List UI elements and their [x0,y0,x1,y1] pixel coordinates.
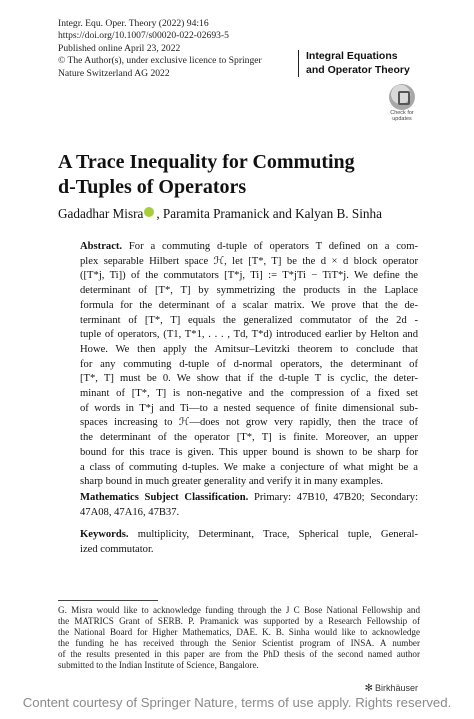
abstract-line-text: the determinant of the operator [T*, T] is finite. Moreover, an upper [80,432,418,444]
publisher-name: Birkhäuser [374,683,418,693]
footnote [58,605,420,672]
abstract-line [80,343,418,358]
abstract-line [80,372,418,387]
check-for-updates[interactable] [384,84,420,122]
footnote-line: the funding he has received through the Senior Scientist program of INSA. A number [58,638,420,649]
msc-line-1: Primary: 47B10, 47B20; Secondary: [254,492,419,503]
author-rest: , Paramita Pramanick and Kalyan B. Sinha [156,206,382,221]
abstract-line [80,314,418,329]
abstract-line [80,387,418,402]
author-list [58,206,382,222]
footnote-line: submitted to the Indian Institute of Science, Bangalore. [58,660,259,671]
paper-title [58,150,418,200]
abstract-line [80,328,418,343]
abstract-line-text: terminant of [T*, T] equals the generalized commutator of the 2d - [80,314,418,326]
keywords-label: Keywords. [80,529,129,540]
abstract-line [80,240,418,255]
abstract-line-text: minant of [T*, T] is non-negative and the compression of a fixed set [80,388,418,400]
abstract-line [80,299,418,314]
abstract-line-text: determinant of [T*, T] by symmetrizing the products in the Laplace [80,285,418,297]
abstract-line [80,284,418,299]
abstract-line-text: For a commuting d-tuple of operators T defined on a com- [128,241,418,252]
birkhauser-logo-icon: ✻ [364,683,373,694]
abstract-line-text: Howe. We then apply the Amitsur–Levitzki theorem to conclude that [80,343,418,355]
footnote-line: of the results presented in this paper are from the PhD thesis of the second named author [58,649,420,660]
journal-name-line-2: and Operator Theory [306,63,410,76]
doi-link[interactable]: https://doi.org/10.1007/s00020-022-02693-5 [58,30,229,42]
msc-label: Mathematics Subject Classification. [80,492,249,503]
abstract-line [80,416,418,431]
copyright-line-1: © The Author(s), under exclusive licence to Springer [58,55,262,67]
abstract-line-text: formula for the determinant of a scalar matrix. We prove that the de- [80,299,418,311]
abstract-line-text: a class of commuting d-tuples. We make a conjecture of what might be a [80,461,418,473]
abstract-line [80,475,418,490]
abstract-line [80,358,418,373]
abstract-line [80,461,418,476]
abstract [80,240,418,490]
abstract-line-text: [T*, T] must be 0. We show that if the d-tuple T is cyclic, the deter- [80,373,418,385]
abstract-line [80,446,418,461]
journal-name [298,50,438,77]
check-for-updates-icon [389,84,415,110]
msc-line-2: 47A08, 47A16, 47B37. [80,506,180,518]
abstract-line-text: for any commuting d-tuple of d-normal operators, the determinant of [80,358,418,370]
check-for-updates-label-2: updates [392,116,412,122]
abstract-line [80,255,418,270]
journal-name-line-1: Integral Equations [306,50,398,62]
abstract-line-text: of words in T*j and Ti—to a nested sequence of finite dimensional sub- [80,402,418,414]
abstract-line-text: tuple of operators, (T1, T*1, . . . , Td, T*d) introduced earlier by Helton and [80,329,418,341]
publisher-logo [365,683,418,694]
footnote-line: the National Board for Higher Mathematics, DAE. K. B. Sinha would like to acknowledge [58,627,420,638]
keywords-line-1: multiplicity, Determinant, Trace, Spherical tuple, General- [137,529,418,540]
article-header-meta [58,18,298,80]
keywords [80,528,418,557]
author-first: Gadadhar Misra [58,206,144,221]
copyright-line-2: Nature Switzerland AG 2022 [58,67,170,79]
footnote-line: G. Misra would like to acknowledge funding through the J C Bose National Fellowship and [58,605,420,615]
abstract-line [80,402,418,417]
abstract-line [80,431,418,446]
abstract-line-text: bound for this trace is given. This upper bound is shown to be sharp for [80,446,418,458]
citation: Integr. Equ. Oper. Theory (2022) 94:16 [58,18,209,29]
abstract-label: Abstract. [80,241,123,252]
courtesy-notice: Content courtesy of Springer Nature, terms of use apply. Rights reserved. [22,695,452,710]
msc-classification [80,491,418,520]
check-for-updates-label-1: Check for [390,110,414,116]
abstract-line-text: plex separable Hilbert space ℋ, let [T*, T] be the d × d block operator [80,255,418,267]
title-line-2: d-Tuples of Operators [58,176,247,198]
title-line-1: A Trace Inequality for Commuting [58,151,355,173]
abstract-line-text: sharp bound in much greater generality and verify it in many examples. [80,476,384,488]
footnote-line: the MATRICS Grant of SERB. P. Pramanick was supported by a Research Fellowship of [58,616,420,627]
abstract-line [80,269,418,284]
abstract-line-text: ([T*j, Ti]) of the commutators [T*j, Ti] := T*jTi − TiT*j. We define the [80,270,418,282]
published-date: Published online April 23, 2022 [58,42,181,54]
orcid-icon[interactable] [144,207,154,217]
abstract-line-text: spaces increasing to ℋ—does not grow very rapidly, then the trace of [80,417,418,429]
footnote-divider [58,600,158,601]
keywords-line-2: ized commutator. [80,543,154,555]
